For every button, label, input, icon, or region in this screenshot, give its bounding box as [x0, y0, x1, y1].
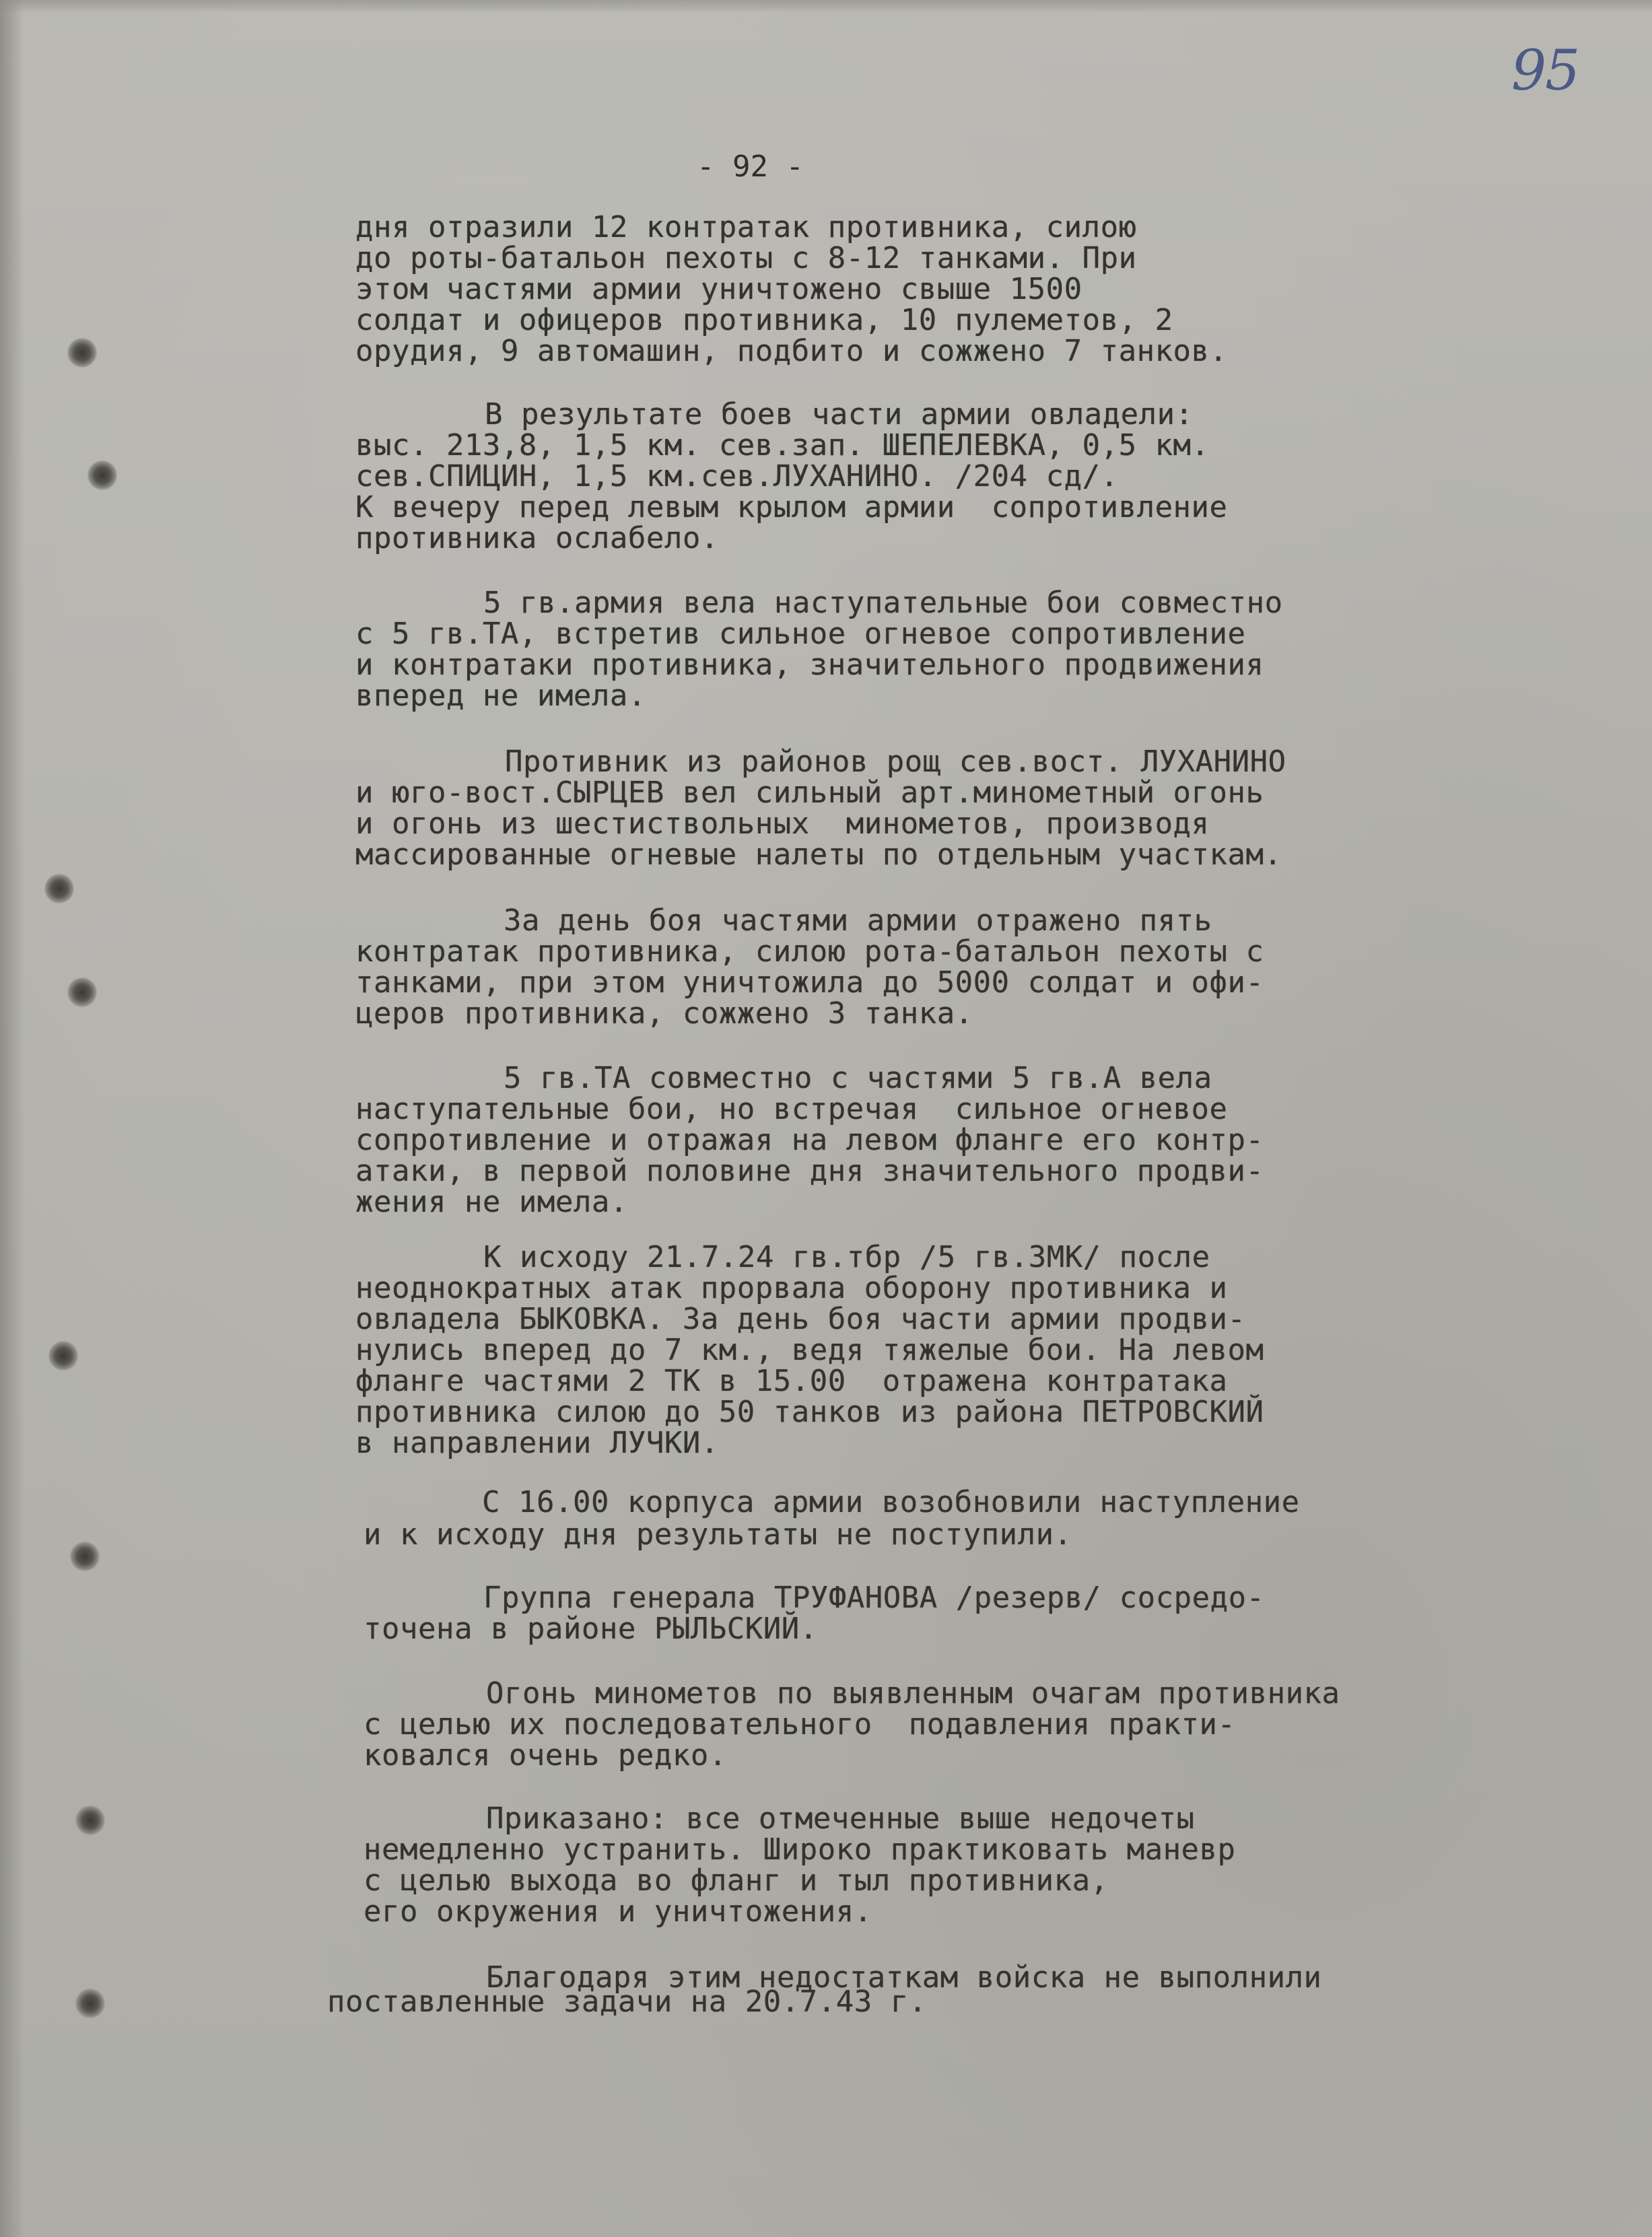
text-line: поставленные задачи на 20.7.43 г.	[327, 1985, 927, 2019]
text-line: неоднократных атак прорвала оборону противника и	[355, 1271, 1228, 1305]
text-line: жения не имела.	[355, 1185, 628, 1219]
text-line: Противник из районов рощ сев.вост. ЛУХАНИНО	[505, 745, 1286, 779]
text-line: овладела БЫКОВКА. За день боя части армии продви-	[355, 1302, 1246, 1336]
punch-hole	[88, 460, 117, 490]
text-line: наступательные бои, но встречая сильное огневое	[355, 1092, 1228, 1126]
punch-hole	[75, 1989, 105, 2018]
punch-hole	[48, 1341, 78, 1371]
text-line: Благодаря этим недостаткам войска не выполнили	[486, 1960, 1322, 1995]
text-line: его окружения и уничтожения.	[364, 1894, 872, 1929]
text-line: танками, при этом уничтожила до 5000 солдат и офи-	[355, 965, 1264, 1000]
text-line: орудия, 9 автомашин, подбито и сожжено 7 танков.	[355, 334, 1228, 368]
text-line: сопротивление и отражая на левом фланге его контр-	[355, 1123, 1264, 1157]
text-line: фланге частями 2 ТК в 15.00 отражена контратака	[355, 1364, 1228, 1398]
text-line: В результате боев части армии овладели:	[485, 397, 1194, 432]
text-line: Огонь минометов по выявленным очагам противника	[486, 1676, 1340, 1711]
text-line: с 5 гв.ТА, встретив сильное огневое сопротивление	[355, 617, 1246, 651]
text-line: С 16.00 корпуса армии возобновили наступление	[482, 1485, 1300, 1519]
text-line: ковался очень редко.	[364, 1738, 727, 1773]
text-line: этом частями армии уничтожено свыше 1500	[355, 272, 1082, 306]
punch-hole	[67, 338, 97, 368]
text-line: с целью их последовательного подавления практи-	[364, 1707, 1236, 1742]
page-number: - 92 -	[697, 149, 804, 184]
text-line: дня отразили 12 контратак противника, силою	[355, 210, 1137, 244]
text-line: и к исходу дня результаты не поступили.	[364, 1517, 1072, 1552]
punch-hole	[44, 874, 74, 903]
text-line: Группа генерала ТРУФАНОВА /резерв/ сосредо-	[483, 1581, 1265, 1615]
text-line: и огонь из шестиствольных минометов, производя	[355, 806, 1210, 841]
text-line: К исходу 21.7.24 гв.тбр /5 гв.ЗМК/ после	[483, 1240, 1210, 1274]
punch-hole	[70, 1542, 100, 1571]
text-line: нулись вперед до 7 км., ведя тяжелые бои. На левом	[355, 1333, 1264, 1367]
text-line: 5 гв.армия вела наступательные бои совместно	[483, 586, 1283, 620]
text-line: в направлении ЛУЧКИ.	[355, 1426, 719, 1460]
text-line: церов противника, сожжено 3 танка.	[355, 996, 973, 1031]
punch-hole	[75, 1805, 105, 1835]
text-line: 5 гв.ТА совместно с частями 5 гв.А вела	[504, 1061, 1212, 1095]
text-line: К вечеру перед левым крылом армии сопротивление	[355, 490, 1228, 524]
text-line: атаки, в первой половине дня значительного продви-	[355, 1154, 1264, 1188]
text-line: противника силою до 50 танков из района ПЕТРОВСКИЙ	[355, 1395, 1264, 1429]
page-left-edge	[0, 0, 24, 2237]
text-line: немедленно устранить. Широко практиковать маневр	[364, 1832, 1236, 1867]
text-line: и контратаки противника, значительного продвижения	[355, 648, 1264, 682]
text-line: вперед не имела.	[355, 679, 646, 713]
text-line: Приказано: все отмеченные выше недочеты	[486, 1801, 1195, 1836]
text-line: сев.СПИЦИН, 1,5 км.сев.ЛУХАНИНО. /204 сд/.	[355, 459, 1119, 493]
text-line: выс. 213,8, 1,5 км. сев.зап. ШЕПЕЛЕВКА, 0,5 км.	[355, 428, 1210, 462]
text-line: контратак противника, силою рота-батальон пехоты с	[355, 934, 1264, 969]
text-line: точена в районе РЫЛЬСКИЙ.	[364, 1612, 818, 1646]
punch-hole	[67, 977, 97, 1007]
text-line: массированные огневые налеты по отдельным участкам.	[355, 837, 1282, 872]
text-line: и юго-вост.СЫРЦЕВ вел сильный арт.минометный огонь	[355, 776, 1264, 810]
archive-page-number: 95	[1511, 39, 1579, 103]
text-line: до роты-батальон пехоты с 8-12 танками. При	[355, 241, 1137, 275]
text-line: противника ослабело.	[355, 521, 719, 555]
text-line: За день боя частями армии отражено пять	[504, 903, 1212, 938]
text-line: с целью выхода во фланг и тыл противника,	[364, 1863, 1109, 1898]
text-line: солдат и офицеров противника, 10 пулеметов, 2	[355, 303, 1173, 337]
page-top-edge	[0, 0, 1652, 13]
